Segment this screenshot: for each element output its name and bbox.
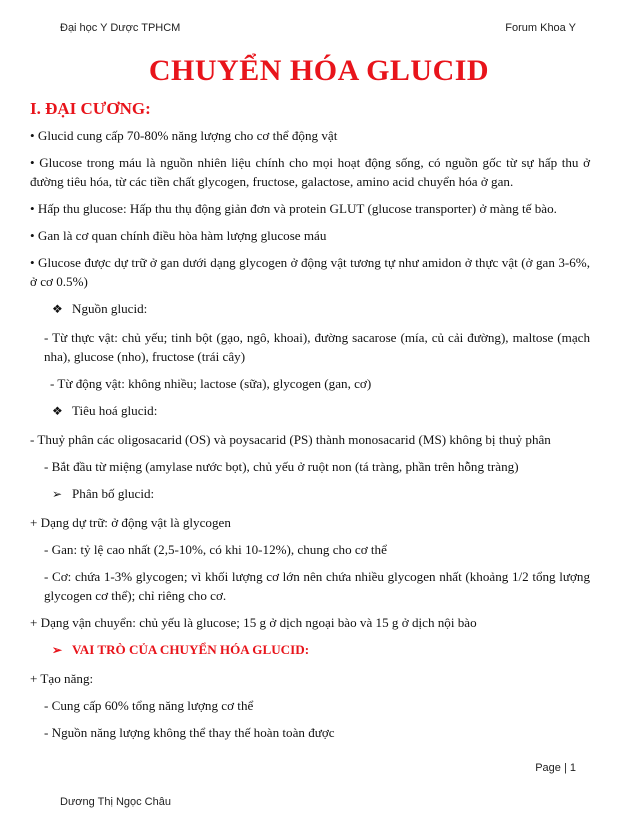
subheading-label: Phân bố glucid: xyxy=(72,486,155,501)
paragraph: • Glucid cung cấp 70-80% năng lượng cho cơ thể động vật xyxy=(30,128,338,143)
subheading-sources xyxy=(30,299,590,319)
diamond-bullet-icon: ❖ xyxy=(52,302,63,316)
subheading-label: Nguồn glucid: xyxy=(72,301,148,316)
header-right: Forum Khoa Y xyxy=(505,22,576,34)
diamond-bullet-icon: ❖ xyxy=(52,404,63,418)
arrow-bullet-icon: ➢ xyxy=(52,643,63,657)
subheading-digestion xyxy=(30,401,590,421)
header-left: Đại học Y Dược TPHCM xyxy=(60,22,181,34)
paragraph: • Glucose được dự trữ ở gan dưới dạng glycogen ở động vật tương tự như amidon ở thực vật (ở gan 3-6%, ở cơ 0.5%) xyxy=(30,255,590,289)
subheading-label: Tiêu hoá glucid: xyxy=(72,403,158,418)
paragraph: • Gan là cơ quan chính điều hòa hàm lượng glucose máu xyxy=(30,228,327,243)
arrow-bullet-icon: ➢ xyxy=(52,487,63,501)
paragraph: • Glucose trong máu là nguồn nhiên liệu chính cho mọi hoạt động sống, có nguồn gốc từ sự hấp thu ở đường tiêu hóa, từ các tiền chất glycogen, fructose, galactose, amino acid chuyển hóa ở gan. xyxy=(30,155,590,189)
paragraph: - Bắt đầu từ miệng (amylase nước bọt), chủ yếu ở ruột non (tá tràng, phần trên hỗng tràng) xyxy=(44,459,519,474)
document-body xyxy=(30,98,590,750)
subheading-role xyxy=(30,640,590,660)
paragraph: - Cơ: chứa 1-3% glycogen; vì khối lượng cơ lớn nên chứa nhiều glycogen nhất (khoảng 1/2 tổng lượng glycogen cơ thể); chỉ riêng cho cơ. xyxy=(44,569,590,603)
paragraph: - Thuỷ phân các oligosacarid (OS) và poysacarid (PS) thành monosacarid (MS) không bị thuỷ phân xyxy=(30,432,551,447)
footer-author: Dương Thị Ngọc Châu xyxy=(60,796,171,808)
section-heading: I. ĐẠI CƯƠNG: xyxy=(30,99,151,118)
paragraph: - Gan: tỷ lệ cao nhất (2,5-10%, có khi 10-12%), chung cho cơ thể xyxy=(44,542,387,557)
page-title: CHUYỂN HÓA GLUCID xyxy=(148,54,490,87)
paragraph: + Tạo năng: xyxy=(30,671,94,686)
paragraph: - Cung cấp 60% tổng năng lượng cơ thể xyxy=(44,698,254,713)
paragraph: - Từ động vật: không nhiều; lactose (sữa), glycogen (gan, cơ) xyxy=(50,376,372,391)
paragraph: - Từ thực vật: chủ yếu; tinh bột (gạo, ngô, khoai), đường sacarose (mía, củ cải đường), maltose (mạch nha), glucose (nho), fructose (trái cây) xyxy=(44,330,590,364)
paragraph: - Nguồn năng lượng không thể thay thế hoàn toàn được xyxy=(44,725,335,740)
subheading-distribution xyxy=(30,484,590,504)
paragraph: + Dạng dự trữ: ở động vật là glycogen xyxy=(30,515,231,530)
paragraph: + Dạng vận chuyển: chủ yếu là glucose; 15 g ở dịch ngoại bào và 15 g ở dịch nội bào xyxy=(30,615,477,630)
paragraph: • Hấp thu glucose: Hấp thu thụ động giản đơn và protein GLUT (glucose transporter) ở màng tế bào. xyxy=(30,201,557,216)
page-number: Page | 1 xyxy=(535,762,576,774)
subheading-label: VAI TRÒ CỦA CHUYỂN HÓA GLUCID: xyxy=(72,642,310,657)
